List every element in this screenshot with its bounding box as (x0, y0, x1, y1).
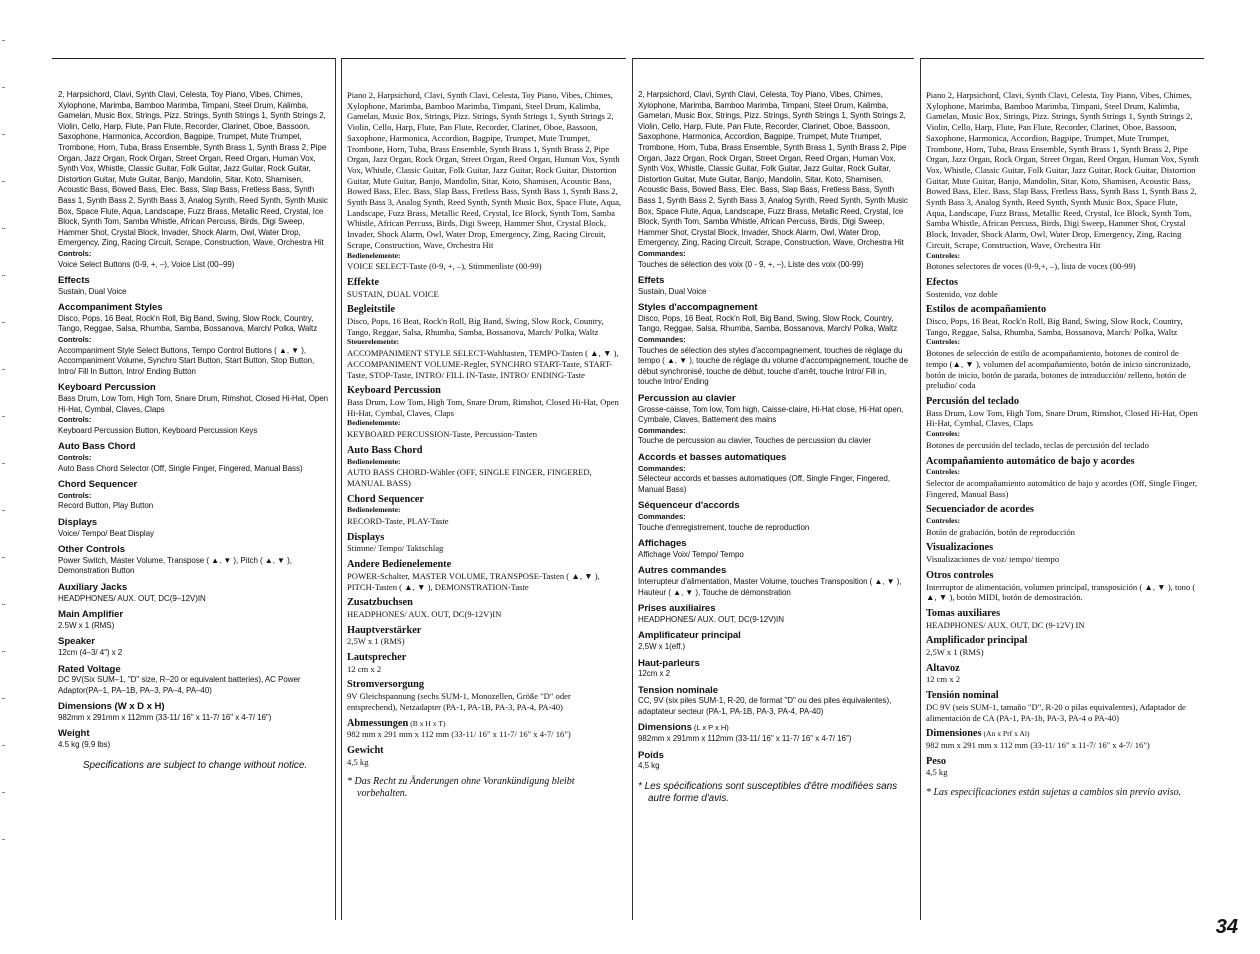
spec-heading (638, 276, 910, 287)
binding-tick (2, 228, 5, 229)
binding-tick (2, 604, 5, 605)
spec-column-spanish (920, 58, 1204, 920)
spec-heading-text: Tensión nominal (926, 690, 999, 702)
spec-heading (638, 751, 910, 762)
spec-body: 4,5 kg (926, 767, 948, 778)
spec-heading-text: Autres commandes (638, 565, 727, 577)
spec-heading-text: Dimensions (W x D x H) (58, 701, 165, 713)
spec-section (638, 453, 910, 495)
spec-section (58, 480, 332, 512)
spec-heading-text: Séquenceur d'accords (638, 500, 740, 512)
spec-body: Sostenido, voz doble (926, 288, 998, 299)
spec-footnote: * Les spécifications sont susceptibles d'être modifiées sans autre forme d'avis. (638, 780, 898, 804)
binding-tick (2, 698, 5, 699)
spec-controls-label: Bedienelemente: (347, 456, 401, 466)
spec-body: 2, Harpsichord, Clavi, Synth Clavi, Celesta, Toy Piano, Vibes, Chimes, Xylophone, Marimba, Bamboo Marimba, Timpani, Steel Drum, Kalimba, Gamelan, Music Box, Strings, Pizz. Strings, Synth Strings 1, Synth Strings 2, Violin, Cello, Harp, Flute, Pan Flute, Recorder, Clarinet, Oboe, Bassoon, Saxophone, Harmonica, Accordion, Bagpipe, Trumpet, Mute Trumpet, Trombone, Horn, Tuba, Brass Ensemble, Synth Brass 1, Synth Brass 2, Pipe Organ, Jazz Organ, Rock Organ, Street Organ, Reed Organ, Human Vox, Synth Vox, Whistle, Classic Guitar, Folk Guitar, Jazz Guitar, Rock Guitar, Distortion Guitar, Mute Guitar, Banjo, Mandolin, Sitar, Koto, Shamisen, Acoustic Bass, Bowed Bass, Elec. Bass, Slap Bass, Fretless Bass, Synth Bass 1, Synth Bass 2, Synth Bass 3, Analog Synth, Reed Synth, Synth Music Box, Space Flute, Aqua, Landscape, Fuzz Brass, Metallic Reed, Crystal, Ice Block, Synth Tom, Samba Whistle, African Percuss, Birds, Digi Sweep, Hammer Shot, Crystal Block, Invader, Shock Alarm, Owl, Water Drop, Emergency, Zing, Racing Circuit, Scrape, Construction, Wave, Orchestra Hit (638, 90, 908, 248)
spec-heading (638, 394, 910, 405)
spec-section (347, 278, 622, 299)
spec-heading-text: Abmessungen (347, 717, 409, 729)
spec-heading (58, 545, 332, 556)
spec-section (638, 303, 910, 388)
spec-heading (638, 631, 910, 642)
spec-section (638, 686, 910, 718)
column-divider (341, 58, 342, 920)
spec-heading (926, 397, 1200, 408)
spec-body: Sustain, Dual Voice (638, 286, 707, 296)
spec-heading (638, 303, 910, 314)
spec-heading-text: Displays (347, 531, 385, 543)
spec-heading-text: Visualizaciones (926, 542, 994, 554)
spec-heading-text: Displays (58, 516, 98, 528)
spec-heading (58, 583, 332, 594)
binding-tick (2, 839, 5, 840)
spec-heading-text: Prises auxiliaires (638, 603, 716, 615)
spec-section (58, 276, 332, 297)
spec-section (347, 90, 622, 272)
spec-heading-text: Poids (638, 749, 664, 761)
spec-body: CC, 9V (six piles SUM-1, R-20, de format "D" ou des piles équivalentes), adaptateur secteur (PA-1, PA-1B, PA-3, PA-4, PA-40) (638, 696, 892, 716)
spec-section (347, 598, 622, 619)
spec-section (638, 659, 910, 680)
spec-body: Voice/ Tempo/ Beat Display (58, 528, 154, 538)
binding-tick (2, 275, 5, 276)
spec-body: 4,5 kg (638, 761, 660, 771)
spec-section (347, 680, 622, 712)
spec-section (926, 90, 1200, 272)
spec-controls-body: AUTO BASS CHORD-Wähler (OFF, SINGLE FINGER, FINGERED, MANUAL BASS) (347, 467, 592, 488)
spec-heading-text: Gewicht (347, 744, 384, 756)
column-content (58, 90, 332, 772)
spec-body: DC 9V(Six SUM–1, "D" size, R–20 or equivalent batteries), AC Power Adaptor(PA–1, PA–1B, PA–3, PA–4, PA–40) (58, 675, 301, 695)
spec-controls-label: Controls: (58, 415, 92, 425)
spec-section (638, 631, 910, 652)
spec-body: 2,5W x 1(eff.) (638, 641, 686, 651)
spec-heading (638, 686, 910, 697)
spec-section (926, 691, 1200, 723)
spec-heading (58, 480, 332, 491)
binding-tick (2, 181, 5, 182)
spec-heading-text: Styles d'accompagnement (638, 302, 758, 314)
spec-body: Disco, Pops, 16 Beat, Rock'n Roll, Big Band, Swing, Slow Rock, Country, Tango, Reggae, Salsa, Rhumba, Samba, Bossanova, March/ Polka, Waltz (347, 316, 604, 337)
spec-controls-body: Record Button, Play Button (58, 501, 154, 511)
spec-heading-text: Begleitstile (347, 304, 396, 316)
spec-heading (926, 729, 1200, 740)
spec-body: 2, Harpsichord, Clavi, Synth Clavi, Celesta, Toy Piano, Vibes, Chimes, Xylophone, Marimba, Bamboo Marimba, Timpani, Steel Drum, Kalimba, Gamelan, Music Box, Strings, Pizz. Strings, Synth Strings 1, Synth Strings 2, Violin, Cello, Harp, Flute, Pan Flute, Recorder, Clarinet, Oboe, Bassoon, Saxophone, Harmonica, Accordion, Bagpipe, Trumpet, Mute Trumpet, Trombone, Horn, Tuba, Brass Ensemble, Synth Brass 1, Synth Brass 2, Pipe Organ, Jazz Organ, Rock Organ, Street Organ, Reed Organ, Human Vox, Synth Vox, Whistle, Classic Guitar, Folk Guitar, Jazz Guitar, Rock Guitar, Distortion Guitar, Mute Guitar, Banjo, Mandolin, Sitar, Koto, Shamisen, Acoustic Bass, Bowed Bass, Elec. Bass, Slap Bass, Fretless Bass, Synth Bass 1, Synth Bass 2, Synth Bass 3, Analog Synth, Reed Synth, Synth Music Box, Space Flute, Aqua, Landscape, Fuzz Brass, Metallic Reed, Crystal, Ice Block, Synth Tom, Samba Whistle, African Percuss, Birds, Digi Sweep, Hammer Shot, Crystal Block, Invader, Shock Alarm, Owl, Water Drop, Emergency, Zing, Racing Circuit, Scrape, Construction, Wave, Orchestra Hit (58, 90, 328, 248)
spec-heading (58, 729, 332, 740)
spec-heading (58, 383, 332, 394)
spec-heading (926, 691, 1200, 702)
spec-body: 982 mm x 291 mm x 112 mm (33-11/ 16" x 11-7/ 16" x 4-7/ 16") (926, 739, 1150, 750)
spec-heading (638, 566, 910, 577)
spec-body: POWER-Schalter, MASTER VOLUME, TRANSPOSE-Tasten ( ▲, ▼ ), PITCH-Tasten ( ▲, ▼ ), DEMONSTRATION-Taste (347, 570, 600, 592)
spec-section (638, 501, 910, 533)
spec-controls-body: Botones de selección de estilo de acompañamiento, botones de control de tempo (▲, ▼ ), volumen del acompañamiento, botón de inicio sincronizado, botón de inicio, botón de parada, botones de introducción/ relleno, botón de preludio/ coda (926, 348, 1191, 391)
binding-tick (2, 510, 5, 511)
binding-marks (0, 0, 8, 954)
spec-body: SUSTAIN, DUAL VOICE (347, 288, 439, 299)
spec-heading-text: Affichages (638, 538, 687, 550)
spec-body: 2.5W x 1 (RMS) (58, 620, 115, 630)
spec-section (926, 664, 1200, 685)
spec-heading (347, 653, 622, 664)
binding-tick (2, 87, 5, 88)
spec-heading (926, 278, 1200, 289)
spec-section (58, 729, 332, 750)
spec-heading-text: Hauptverstärker (347, 624, 422, 636)
spec-heading (58, 518, 332, 529)
spec-controls-label: Bedienelemente: (347, 250, 401, 260)
spec-section (58, 518, 332, 539)
spec-body: Sustain, Dual Voice (58, 286, 127, 296)
spec-heading (347, 495, 622, 506)
spec-section (58, 583, 332, 604)
binding-tick (2, 369, 5, 370)
spec-controls-label: Bedienelemente: (347, 505, 401, 515)
binding-tick (2, 416, 5, 417)
spec-controls-label: Controles: (926, 467, 961, 477)
spec-heading-text: Percussion au clavier (638, 393, 736, 405)
column-divider (632, 58, 633, 920)
spec-section (347, 746, 622, 767)
spec-heading (638, 723, 910, 734)
spec-controls-body: ACCOMPANIMENT STYLE SELECT-Wahltasten, TEMPO-Tasten ( ▲, ▼ ), ACCOMPANIMENT VOLUME-Regler, SYNCHRO START-Taste, START-Taste, STOP-Taste, INTRO/ FILL IN-Taste, INTRO/ ENDING-Taste (347, 348, 619, 380)
spec-section (58, 303, 332, 377)
column-content (638, 90, 910, 805)
spec-heading (926, 543, 1200, 554)
spec-heading (638, 539, 910, 550)
spec-controls-body: Voice Select Buttons (0-9, +, –), Voice List (00–99) (58, 259, 235, 269)
spec-heading-text: Acompañamiento automático de bajo y acordes (926, 455, 1135, 467)
spec-heading (638, 501, 910, 512)
spec-heading-text: Auxiliary Jacks (58, 581, 128, 593)
spec-footnote: * Das Recht zu Änderungen ohne Vorankündigung bleibt vorbehalten. (347, 776, 575, 800)
spec-heading (347, 386, 622, 397)
spec-heading (347, 746, 622, 757)
spec-section (638, 751, 910, 772)
spec-controls-body: Accompaniment Style Select Buttons, Tempo Control Buttons ( ▲, ▼ ), Accompaniment Volume, Synchro Start Button, Start Button, Stop Button, Intro/ Fill In Button, Intro/ Ending Button (58, 345, 315, 376)
spec-heading-text: Auto Bass Chord (347, 444, 423, 456)
spec-body: HEADPHONES/ AUX. OUT, DC(9-12V)IN (638, 614, 784, 624)
spec-heading (638, 659, 910, 670)
spec-controls-label: Commandes: (638, 511, 686, 521)
binding-tick (2, 40, 5, 41)
column-content (926, 90, 1200, 799)
spec-heading (347, 533, 622, 544)
spec-body: 12 cm x 2 (347, 663, 382, 674)
spec-controls-body: Sélecteur accords et basses automatiques (Off, Single Finger, Fingered, Manual Bass) (638, 474, 890, 494)
column-rule (52, 58, 336, 59)
spec-body: Bass Drum, Low Tom, High Tom, Snare Drum, Rimshot, Closed Hi-Hat, Open Hi-Hat, Cymbal, Claves, Claps (926, 407, 1198, 429)
spec-section (926, 571, 1200, 603)
spec-heading-text: Chord Sequencer (347, 493, 424, 505)
spec-body: 982 mm x 291 mm x 112 mm (33-11/ 16" x 11-7/ 16" x 4-7/ 16") (347, 729, 571, 740)
spec-section (926, 278, 1200, 299)
spec-footnote: Specifications are subject to change without notice. (82, 759, 308, 771)
spec-controls-label: Controls: (58, 453, 92, 462)
spec-section (638, 539, 910, 560)
spec-heading-text: Rated Voltage (58, 663, 121, 675)
spec-controls-body: KEYBOARD PERCUSSION-Taste, Percussion-Tasten (347, 429, 537, 440)
spec-section (926, 609, 1200, 630)
spec-heading (347, 719, 622, 730)
spec-body: Power Switch, Master Volume, Transpose ( ▲, ▼ ), Pitch ( ▲, ▼ ), Demonstration Button (58, 555, 292, 576)
spec-heading-text: Effekte (347, 276, 380, 288)
spec-body: Disco, Pops, 16 Beat, Rock'n Roll, Big Band, Swing, Slow Rock, Country, Tango, Reggae, Salsa, Rhumba, Samba, Bossanova, March/ Polka, Waltz (638, 313, 898, 334)
spec-heading-text: Auto Bass Chord (58, 441, 136, 453)
spec-body: 12cm (4–3/ 4") x 2 (58, 647, 123, 657)
spec-section (638, 723, 910, 744)
spec-heading (926, 757, 1200, 768)
column-rule (632, 58, 914, 59)
spec-heading (58, 610, 332, 621)
spec-heading-text: Accords et basses automatiques (638, 452, 787, 463)
spec-heading-text: Estilos de acompañamiento (926, 304, 1047, 316)
spec-section (347, 446, 622, 489)
binding-tick (2, 557, 5, 558)
spec-heading-text: Effets (638, 275, 665, 287)
spec-body: Interrupteur d'alimentation, Master Volume, touches Transposition ( ▲, ▼ ), Hauteur ( ▲, ▼ ), Touche de démonstration (638, 576, 902, 597)
spec-controls-body: Botones de percusión del teclado, teclas de percusión del teclado (926, 439, 1149, 450)
spec-body: 2,5W x 1 (RMS) (347, 636, 405, 647)
spec-body: HEADPHONES/ AUX. OUT, DC(9-12V)IN (347, 608, 502, 619)
spec-controls-body: Touches de sélection des voix (0 - 9, +, –), Liste des voix (00-99) (638, 259, 864, 269)
spec-heading-text: Amplificateur principal (638, 630, 741, 642)
spec-heading-text: Chord Sequencer (58, 479, 138, 491)
spec-heading (58, 637, 332, 648)
spec-body: 12 cm x 2 (926, 674, 961, 685)
spec-body: 4.5 kg (9.9 lbs) (58, 740, 111, 750)
spec-controls-body: RECORD-Taste, PLAY-Taste (347, 516, 449, 527)
spec-controls-label: Commandes: (638, 335, 686, 345)
spec-heading (58, 702, 332, 713)
spec-heading-text: Keyboard Percussion (58, 382, 156, 394)
spec-controls-body: Auto Bass Chord Selector (Off, Single Finger, Fingered, Manual Bass) (58, 463, 303, 473)
spec-section (638, 566, 910, 598)
spec-heading-text: Other Controls (58, 544, 125, 556)
spec-section (347, 626, 622, 647)
spec-controls-label: Controls: (58, 490, 92, 500)
spec-controls-label: Controles: (926, 337, 961, 347)
spec-heading (926, 305, 1200, 316)
spec-heading (347, 598, 622, 609)
spec-heading-suffix: (L x P x H) (693, 723, 729, 733)
spec-heading-text: Altavoz (926, 662, 960, 674)
spec-heading-text: Haut-parleurs (638, 657, 700, 669)
spec-section (347, 305, 622, 380)
spec-controls-label: Bedienelemente: (347, 418, 401, 428)
spec-controls-body: Keyboard Percussion Button, Keyboard Percussion Keys (58, 425, 258, 435)
binding-tick (2, 463, 5, 464)
spec-heading-text: Lautsprecher (347, 652, 407, 664)
binding-tick (2, 134, 5, 135)
spec-section (58, 702, 332, 723)
spec-section (58, 442, 332, 474)
spec-heading (926, 571, 1200, 582)
spec-heading-text: Effects (58, 275, 90, 287)
spec-section (926, 636, 1200, 657)
spec-heading-text: Andere Bedienelemente (347, 559, 452, 571)
binding-tick (2, 745, 5, 746)
spec-controls-label: Controls: (58, 335, 92, 345)
binding-tick (2, 651, 5, 652)
spec-heading (58, 276, 332, 287)
spec-heading (926, 636, 1200, 647)
spec-body: Bass Drum, Low Tom, High Tom, Snare Drum, Rimshot, Closed Hi-Hat, Open Hi-Hat, Cymbal, Claves, Claps (347, 396, 619, 418)
spec-heading-text: Amplificador principal (926, 635, 1028, 647)
spec-heading (926, 664, 1200, 675)
spec-column-english (52, 58, 336, 920)
spec-section (638, 394, 910, 447)
spec-section (347, 560, 622, 592)
spec-controls-label: Controls: (58, 248, 92, 258)
spec-body: DC 9V (seis SUM-1, tamaño "D", R-20 o pilas equivalentes), Adaptador de alimentación de CA (PA-1, PA-1b, PA-3, PA-4 o PA-40) (926, 701, 1186, 723)
spec-column-german (341, 58, 626, 920)
spec-heading-text: Otros controles (926, 569, 994, 581)
spec-section (926, 397, 1200, 451)
spec-heading-suffix: (B x H x T) (410, 718, 446, 728)
spec-section (347, 719, 622, 740)
page-number: 34 (1215, 916, 1238, 938)
spec-body: 982mm x 291mm x 112mm (33-11/ 16" x 11-7/ 16" x 4-7/ 16") (58, 712, 272, 722)
spec-heading-text: Keyboard Percussion (347, 385, 441, 397)
spec-heading-text: Weight (58, 728, 90, 740)
spec-body: Piano 2, Harpsichord, Clavi, Synth Clavi, Celesta, Toy Piano, Vibes, Chimes, Xylophone, Marimba, Bamboo Marimba, Timpani, Steel Drum, Kalimba, Gamelan, Music Box, Strings, Pizz. Strings, Synth Strings 1, Synth Strings 2, Violin, Cello, Harp, Flute, Pan Flute, Recorder, Clarinet, Oboe, Bassoon, Saxophone, Harmonica, Accordion, Bagpipe, Trumpet, Mute Trumpet, Trombone, Horn, Tuba, Brass Ensemble, Synth Brass 1, Synth Brass 2, Pipe Organ, Jazz Organ, Rock Organ, Street Organ, Reed Organ, Human Vox, Synth Vox, Whistle, Classic Guitar, Folk Guitar, Jazz Guitar, Rock Guitar, Distortion Guitar, Mute Guitar, Banjo, Mandolin, Sitar, Koto, Shamisen, Acoustic Bass, Bowed Bass, Elec. Bass, Slap Bass, Fretless Bass, Synth Bass 1, Synth Bass 2, Synth Bass 3, Analog Synth, Reed Synth, Synth Music Box, Space Flute, Aqua, Landscape, Fuzz Brass, Metallic Reed, Crystal, Ice Block, Synth Tom, Samba Whistle, African Percuss, Birds, Digi Sweep, Hammer Shot, Crystal Block, Invader, Shock Alarm, Owl, Water Drop, Emergency, Zing, Racing Circuit, Scrape, Construction, Wave, Orchestra Hit (347, 90, 622, 250)
spec-heading (347, 278, 622, 289)
spec-heading-text: Tomas auxiliares (926, 607, 1001, 619)
spec-body: Grosse-caisse, Tom low, Tom high, Caisse-claire, Hi-Hat close, Hi-Hat open, Cymbale, Claves, Battement des mains (638, 404, 904, 425)
spec-controls-body: Touches de sélection des styles d'accompagnement, touches de réglage du tempo ( ▲, ▼ ), touche de réglage du volume d'accompagnement, touche de début synchronisé, touche de début, touche d'arrêt, touche Intro/ Fill in, touche Intro/ Ending (638, 345, 908, 387)
spec-section (58, 610, 332, 631)
spec-heading-text: Accompaniment Styles (58, 302, 163, 314)
spec-controls-body: Botón de grabación, botón de reproducción (926, 526, 1075, 537)
column-rule (341, 58, 626, 59)
spec-heading (58, 303, 332, 314)
spec-heading (58, 442, 332, 453)
spec-body: 982mm x 291mm x 112mm (33-11/ 16" x 11-7/ 16" x 4-7/ 16") (638, 734, 852, 744)
spec-controls-body: Botones selectores de voces (0-9,+, –), lista de voces (00-99) (926, 261, 1136, 272)
spec-section (58, 90, 332, 270)
spec-section (58, 637, 332, 658)
spec-controls-label: Controles: (926, 429, 961, 439)
spec-body: Disco, Pops, 16 Beat, Rock'n Roll, Big Band, Swing, Slow Rock, Country, Tango, Reggae, Salsa, Rhumba, Samba, Bossanova, March/ Polka, Waltz (926, 316, 1183, 337)
spec-section (347, 533, 622, 554)
spec-column-french (632, 58, 914, 920)
spec-heading (347, 446, 622, 457)
spec-controls-body: Touche d'enregistrement, touche de reproduction (638, 522, 810, 532)
spec-body: Stimme/ Tempo/ Taktschlag (347, 543, 444, 554)
column-rule (920, 58, 1204, 59)
spec-heading (347, 305, 622, 316)
spec-heading (347, 680, 622, 691)
spec-controls-body: VOICE SELECT-Taste (0-9, +, –), Stimmenliste (00-99) (347, 261, 542, 272)
spec-heading (347, 560, 622, 571)
spec-body: 2,5W x 1 (RMS) (926, 647, 984, 658)
spec-body: 4,5 kg (347, 756, 369, 767)
spec-heading (926, 457, 1200, 468)
spec-section (638, 604, 910, 625)
spec-heading-text: Dimensions (638, 722, 692, 734)
spec-heading (638, 604, 910, 615)
spec-section (926, 305, 1200, 391)
spec-body: HEADPHONES/ AUX. OUT, DC (9-12V) IN (926, 619, 1085, 630)
spec-body: HEADPHONES/ AUX. OUT, DC(9–12V)IN (58, 593, 206, 603)
spec-controls-label: Controles: (926, 516, 961, 526)
spec-section (926, 729, 1200, 750)
spec-heading (926, 505, 1200, 516)
spec-heading-text: Secuenciador de acordes (926, 504, 1034, 516)
spec-heading (638, 453, 910, 464)
spec-heading-text: Speaker (58, 636, 95, 648)
spec-section (638, 276, 910, 297)
spec-heading-suffix: (An x Prf x Al) (983, 729, 1030, 739)
spec-section (58, 665, 332, 697)
spec-section (58, 383, 332, 436)
spec-heading-text: Peso (926, 755, 947, 767)
spec-section (347, 653, 622, 674)
spec-section (347, 495, 622, 527)
spec-body: Affichage Voix/ Tempo/ Tempo (638, 549, 744, 559)
column-content (347, 90, 622, 800)
binding-tick (2, 322, 5, 323)
spec-body: Visualizaciones de voz/ tempo/ tiempo (926, 554, 1060, 565)
spec-controls-label: Commandes: (638, 248, 686, 258)
column-divider (920, 58, 921, 920)
spec-section (926, 757, 1200, 778)
spec-body: Bass Drum, Low Tom, High Tom, Snare Drum, Rimshot, Closed Hi-Hat, Open Hi-Hat, Cymbal, Claves, Claps (58, 394, 329, 414)
spec-body: 12cm x 2 (638, 669, 671, 679)
spec-section (638, 90, 910, 270)
spec-section (926, 505, 1200, 537)
spec-heading-text: Stromversorgung (347, 679, 425, 691)
spec-body: Piano 2, Harpsichord, Clavi, Synth Clavi, Celesta, Toy Piano, Vibes, Chimes, Xylophone, Marimba, Bamboo Marimba, Timpani, Steel Drum, Kalimba, Gamelan, Music Box, Strings, Pizz. Strings, Synth Strings 1, Synth Strings 2, Violin, Cello, Harp, Flute, Pan Flute, Recorder, Clarinet, Oboe, Bassoon, Saxophone, Harmonica, Accordion, Bagpipe, Trumpet, Mute Trumpet, Trombone, Horn, Tuba, Brass Ensemble, Synth Brass 1, Synth Brass 2, Pipe Organ, Jazz Organ, Rock Organ, Street Organ, Reed Organ, Human Vox, Synth Vox, Whistle, Classic Guitar, Folk Guitar, Jazz Guitar, Rock Guitar, Distortion Guitar, Mute Guitar, Banjo, Mandolin, Sitar, Koto, Shamisen, Acoustic Bass, Bowed Bass, Elec. Bass, Slap Bass, Fretless Bass, Synth Bass 1, Synth Bass 2, Synth Bass 3, Analog Synth, Reed Synth, Synth Music Box, Space Flute, Aqua, Landscape, Fuzz Brass, Metallic Reed, Crystal, Ice Block, Synth Tom, Samba Whistle, African Percuss, Birds, Digi Sweep, Hammer Shot, Crystal Block, Invader, Shock Alarm, Owl, Water Drop, Emergency, Zing, Racing Circuit, Scrape, Construction, Wave, Orchestra Hit (926, 90, 1199, 250)
spec-body: Interruptor de alimentación, volumen principal, transposición ( ▲, ▼ ), tono ( ▲, ▼ ), botón MIDI, botón de demostración. (926, 581, 1196, 603)
spec-heading (58, 665, 332, 676)
spec-section (926, 543, 1200, 564)
spec-footnote: * Las especificaciones están sujetas a cambios sin previo aviso. (926, 787, 1182, 799)
spec-heading-text: Percusión del teclado (926, 395, 1020, 407)
spec-controls-label: Steuerelemente: (347, 337, 400, 347)
spec-controls-label: Controles: (926, 250, 961, 260)
spec-body: Disco, Pops, 16 Beat, Rock'n Roll, Big Band, Swing, Slow Rock, Country, Tango, Reggae, Salsa, Rhumba, Samba, Bossanova, March/ Polka, Waltz (58, 313, 318, 334)
spec-heading-text: Zusatzbuchsen (347, 597, 413, 609)
spec-controls-body: Touche de percussion au clavier, Touches de percussion du clavier (638, 436, 872, 446)
spec-body: 9V Gleichspannung (sechs SUM-1, Monozellen, Größe "D" oder entsprechend), Netzadapter (PA-1, PA-1B, PA-3, PA-4, PA-40) (347, 691, 571, 712)
binding-tick (2, 792, 5, 793)
spec-heading-text: Dimensiones (926, 728, 982, 740)
spec-section (926, 457, 1200, 500)
spec-heading (347, 626, 622, 637)
spec-heading-text: Main Amplifier (58, 609, 124, 621)
spec-heading-text: Tension nominale (638, 684, 719, 696)
spec-heading-text: Efectos (926, 276, 959, 288)
spec-section (58, 545, 332, 577)
column-divider (335, 58, 336, 920)
spec-controls-label: Commandes: (638, 463, 686, 473)
spec-controls-body: Selector de acompañamiento automático de bajo y acordes (Off, Single Finger, Fingered, Manual Bass) (926, 477, 1198, 499)
spec-section (347, 386, 622, 440)
spec-heading (926, 609, 1200, 620)
spec-controls-label: Commandes: (638, 425, 686, 435)
